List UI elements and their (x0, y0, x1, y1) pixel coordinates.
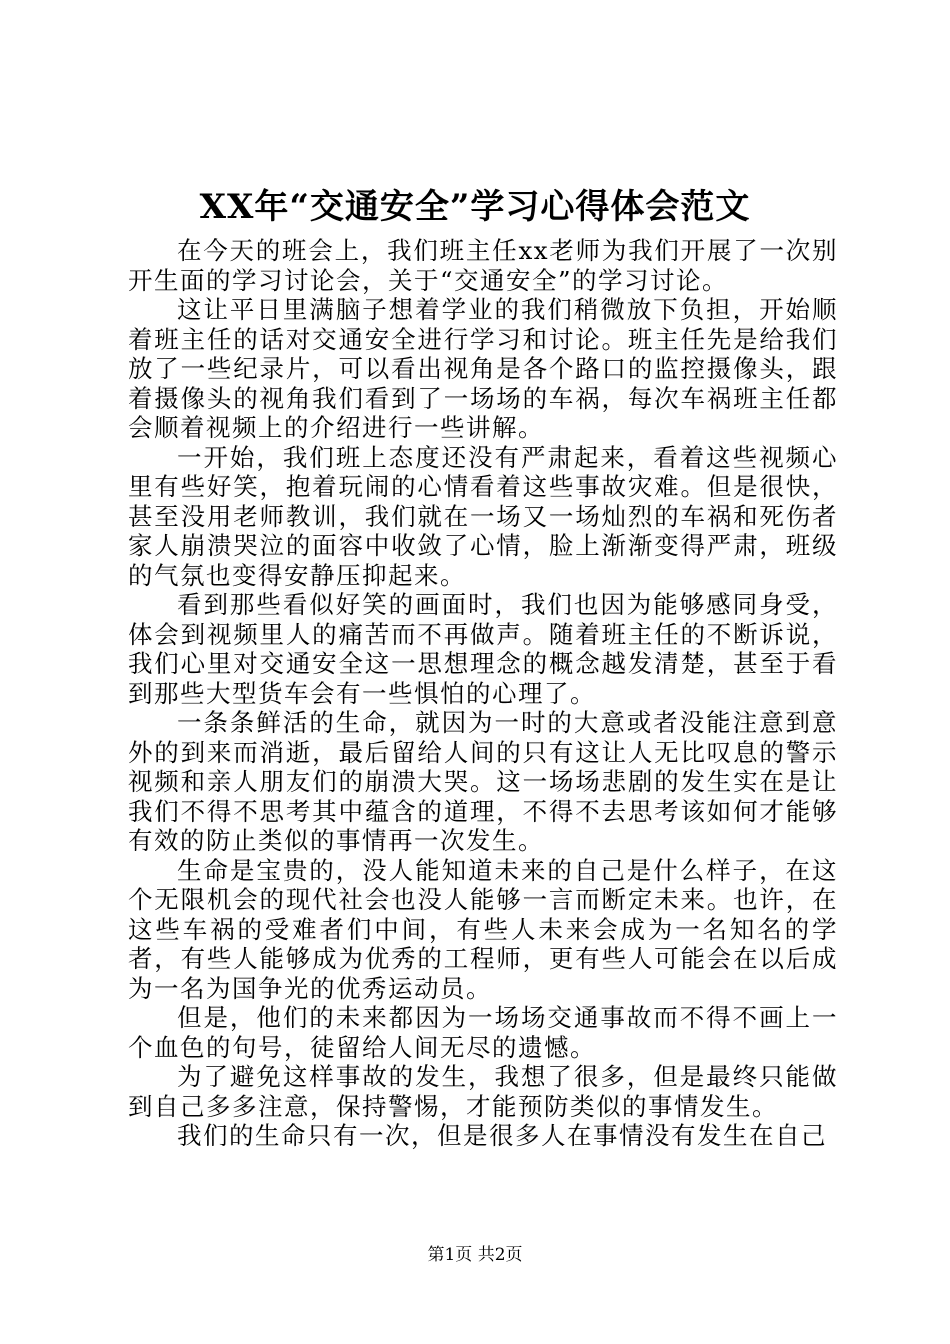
paragraph: 这让平日里满脑子想着学业的我们稍微放下负担，开始顺着班主任的话对交通安全进行学习和讨论。班主任先是给我们放了一些纪录片，可以看出视角是各个路口的监控摄像头，跟着摄像头的视角我们看到了一场场的车祸，每次车祸班主任都会顺着视频上的介绍进行一些讲解。 (128, 295, 838, 442)
paragraph: 但是，他们的未来都因为一场场交通事故而不得不画上一个血色的句号，徒留给人间无尽的遗憾。 (128, 1003, 838, 1062)
paragraph: 在今天的班会上，我们班主任xx老师为我们开展了一次别开生面的学习讨论会，关于“交通安全”的学习讨论。 (128, 236, 838, 295)
paragraph: 看到那些看似好笑的画面时，我们也因为能够感同身受，体会到视频里人的痛苦而不再做声。随着班主任的不断诉说，我们心里对交通安全这一思想理念的概念越发清楚，甚至于看到那些大型货车会有一些惧怕的心理了。 (128, 590, 838, 708)
paragraph: 生命是宝贵的，没人能知道未来的自己是什么样子，在这个无限机会的现代社会也没人能够一言而断定未来。也许，在这些车祸的受难者们中间，有些人未来会成为一名知名的学者，有些人能够成为优秀的工程师，更有些人可能会在以后成为一名为国争光的优秀运动员。 (128, 855, 838, 1003)
page-number-footer: 第1页 共2页 (427, 1245, 523, 1265)
paragraph: 为了避免这样事故的发生，我想了很多，但是最终只能做到自己多多注意，保持警惕，才能预防类似的事情发生。 (128, 1062, 838, 1121)
document-body (128, 236, 838, 1151)
paragraph: 我们的生命只有一次，但是很多人在事情没有发生在自己 (177, 1121, 827, 1150)
document-title: XX年“交通安全”学习心得体会范文 (199, 187, 751, 227)
paragraph: 一条条鲜活的生命，就因为一时的大意或者没能注意到意外的到来而消逝，最后留给人间的只有这让人无比叹息的警示视频和亲人朋友们的崩溃大哭。这一场场悲剧的发生实在是让我们不得不思考其中蕴含的道理，不得不去思考该如何才能够有效的防止类似的事情再一次发生。 (128, 708, 838, 855)
paragraph: 一开始，我们班上态度还没有严肃起来，看着这些视频心里有些好笑，抱着玩闹的心情看着这些事故灾难。但是很快，甚至没用老师教训，我们就在一场又一场灿烈的车祸和死伤者家人崩溃哭泣的面容中收敛了心情，脸上渐渐变得严肃，班级的气氛也变得安静压抑起来。 (128, 442, 838, 590)
